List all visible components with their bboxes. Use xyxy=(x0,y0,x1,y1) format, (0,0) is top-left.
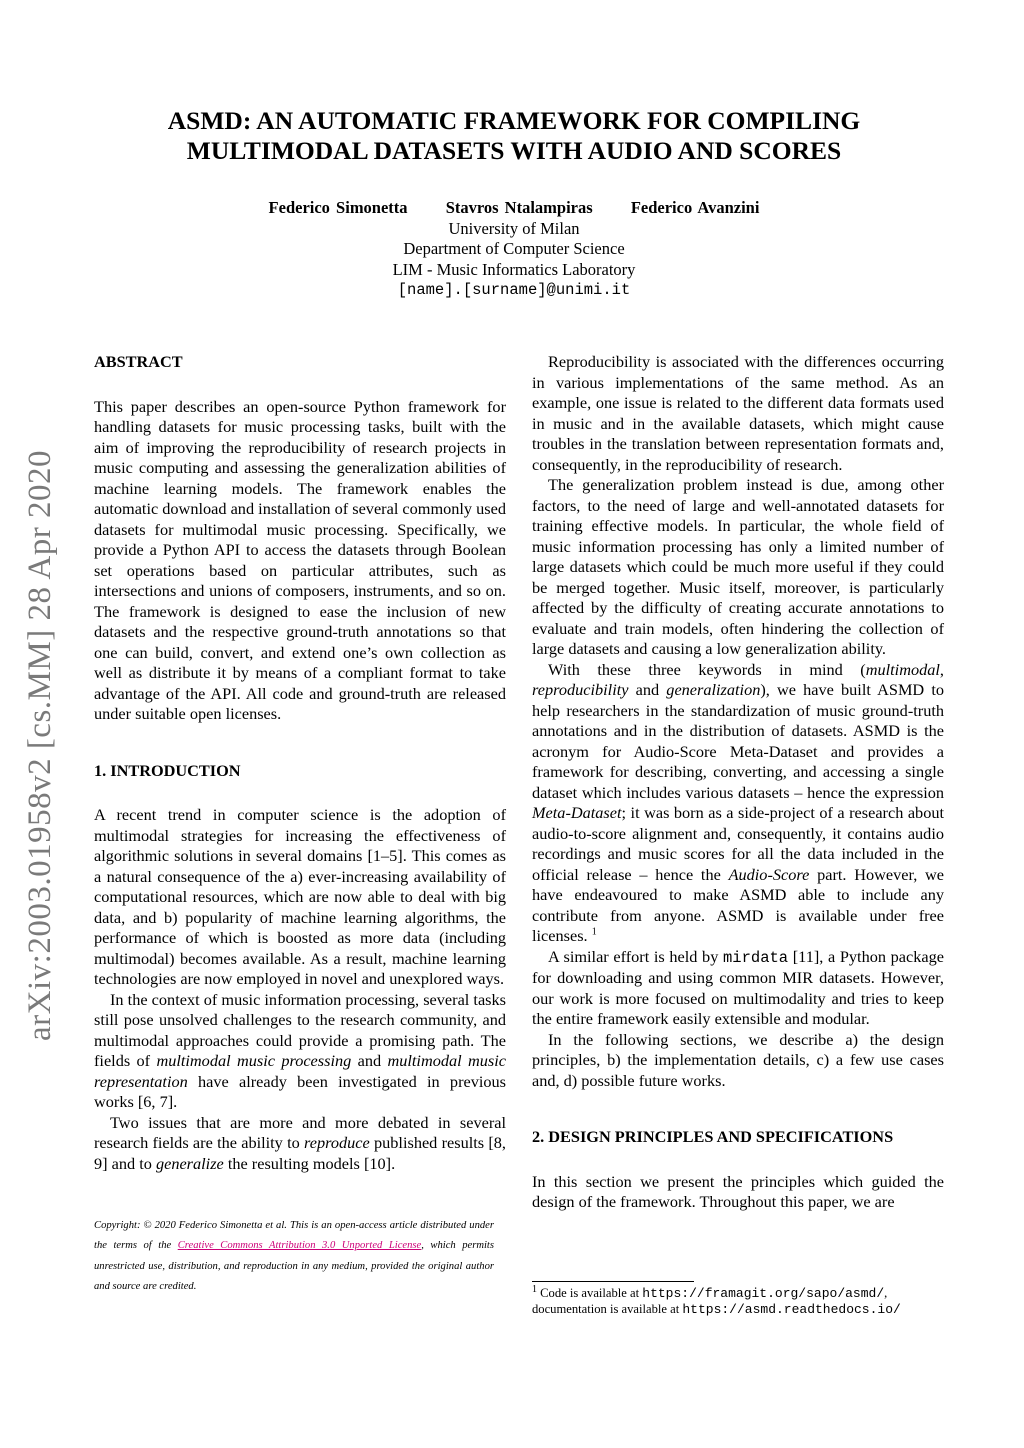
abstract-text: This paper describes an open-source Python framework for handling datasets for music processing tasks, built with the aim of improving the reproducibility of research projects in music computing and assessing the generalization abilities of machine learning models. The framework enables the automatic download and installation of several commonly used datasets for multimodal music processing. Specifically, we provide a Python API to access the datasets through Boolean set operations based on particular attributes, such as intersections and unions of composers, instruments, and so on. The framework is designed to ease the inclusion of new datasets and the respective ground-truth annotations so that one can build, convert, and extend one’s own collection as well as distribute it by means of a compliant format to take advantage of the API. All code and ground-truth are released under suitable open licenses. xyxy=(94,396,506,723)
mirdata-code: mirdata xyxy=(722,948,789,967)
section-2-paragraph: In this section we present the principles which guided the design of the framework. Throughout this paper, we are xyxy=(532,1171,944,1211)
right-column xyxy=(532,352,944,1213)
left-column xyxy=(94,352,506,1174)
author-block xyxy=(100,198,928,301)
author-names xyxy=(100,198,928,219)
intro-heading: 1. INTRODUCTION xyxy=(94,760,241,780)
footnote: $^1$ Code is available at https://framagit.org/sapo/asmd/, documentation is available at https://asmd.readthedocs.io/ xyxy=(532,1283,901,1317)
section-2-heading: 2. DESIGN PRINCIPLES AND SPECIFICATIONS xyxy=(532,1127,894,1146)
reproducibility-paragraph: Reproducibility is associated with the differences occurring in various implementations of the same method. As an example, one issue is related to the different data formats used in music and in the available datasets, which might cause troubles in the translation between representation formats and, consequently, in the reproducibility of research. xyxy=(532,352,944,474)
code-url[interactable]: https://framagit.org/sapo/asmd/ xyxy=(642,1286,885,1301)
copyright-notice: Copyright: © 2020 Federico Simonetta et al. This is an open-access article distributed under the terms of the Creative Commons Attribution 3.0 Unported License, which permits unrestricted use, distribution, and reproduction in any medium, provided the original author and source are credited. xyxy=(94,1220,494,1292)
affiliation-department: Department of Computer Science xyxy=(403,239,625,258)
affiliation-university: University of Milan xyxy=(448,218,580,238)
title-line-1: ASMD: AN AUTOMATIC FRAMEWORK FOR COMPILING xyxy=(167,106,861,135)
affiliation-lab: LIM - Music Informatics Laboratory xyxy=(392,259,636,279)
intro-paragraph-3: Two issues that are more and more debated in several research fields are the ability to reproduce published results [8, 9] and to generalize the resulting models [10]. xyxy=(94,1112,506,1173)
mirdata-paragraph: A similar effort is held by mirdata [11], a Python package for downloading and using common MIR datasets. However, our work is more focused on multimodality and tries to keep the entire framework easily extensible and modular. xyxy=(532,946,944,1028)
footnote-divider xyxy=(532,1281,694,1282)
footnote-mark: 1 xyxy=(532,1283,537,1295)
author-name: Stavros Ntalampiras xyxy=(445,198,593,217)
arxiv-identifier: arXiv:2003.01958v2 [cs.MM] 28 Apr 2020 xyxy=(21,449,58,1041)
paper-title xyxy=(100,106,928,166)
author-email: [name].[surname]@unimi.it xyxy=(397,281,631,299)
intro-paragraph-1: A recent trend in computer science is the adoption of multimodal strategies for increasing the effectiveness of algorithmic solutions in several domains [1–5]. This comes as a natural consequence of the a) ever-increasing availability of computational resources, which are now able to deal with big data, and b) popularity of machine learning algorithms, the performance of which is boosted as more data (including multimodal) becomes available. As a result, machine learning technologies are now employed in novel and unexplored ways. xyxy=(94,805,506,988)
license-link[interactable]: Creative Commons Attribution 3.0 Unported License xyxy=(177,1240,422,1252)
author-name: Federico Simonetta xyxy=(268,198,408,217)
generalization-paragraph: The generalization problem instead is due, among other factors, to the need of large and well-annotated datasets for training effective models. In particular, the whole field of music information processing has only a limited number of large datasets which could be much more useful if they could be merged together. Music itself, moreover, is particularly affected by the difficulty of creating accurate annotations to evaluate and train models, often hindering the collection of large datasets and causing a low generalization ability. xyxy=(532,475,944,658)
author-name: Federico Avanzini xyxy=(630,198,760,217)
docs-url[interactable]: https://asmd.readthedocs.io/ xyxy=(682,1301,901,1317)
following-sections-paragraph: In the following sections, we describe a) the design principles, b) the implementation details, c) a few use cases and, d) possible future works. xyxy=(532,1029,944,1090)
abstract-heading: ABSTRACT xyxy=(94,352,183,371)
intro-paragraph-2: In the context of music information processing, several tasks still pose unsolved challenges to the research community, and multimodal approaches could provide a promising path. The fields of multimodal music processing and multimodal music representation have already been investigated in previous works [6, 7]. xyxy=(94,989,506,1111)
footnote-reference: 1 xyxy=(591,926,597,938)
title-line-2: MULTIMODAL DATASETS WITH AUDIO AND SCORES xyxy=(186,136,842,165)
asmd-paragraph: With these three keywords in mind (multimodal, reproducibility and generalization), we have built ASMD to help researchers in the standardization of music ground-truth annotations and in the distribution of datasets. ASMD is the acronym for Audio-Score Meta-Dataset and provides a framework for describing, converting, and accessing a single dataset which includes various datasets – hence the expression Meta-Dataset; it was born as a side-project of a research about audio-to-score alignment and, consequently, it contains audio recordings and music scores for all the data included in the official release – hence the Audio-Score part. However, we have endeavoured to make ASMD able to include any contribute from anyone. ASMD is available under free licenses. $^1$ xyxy=(532,659,944,945)
arxiv-sidebar-stamp xyxy=(12,430,68,1060)
